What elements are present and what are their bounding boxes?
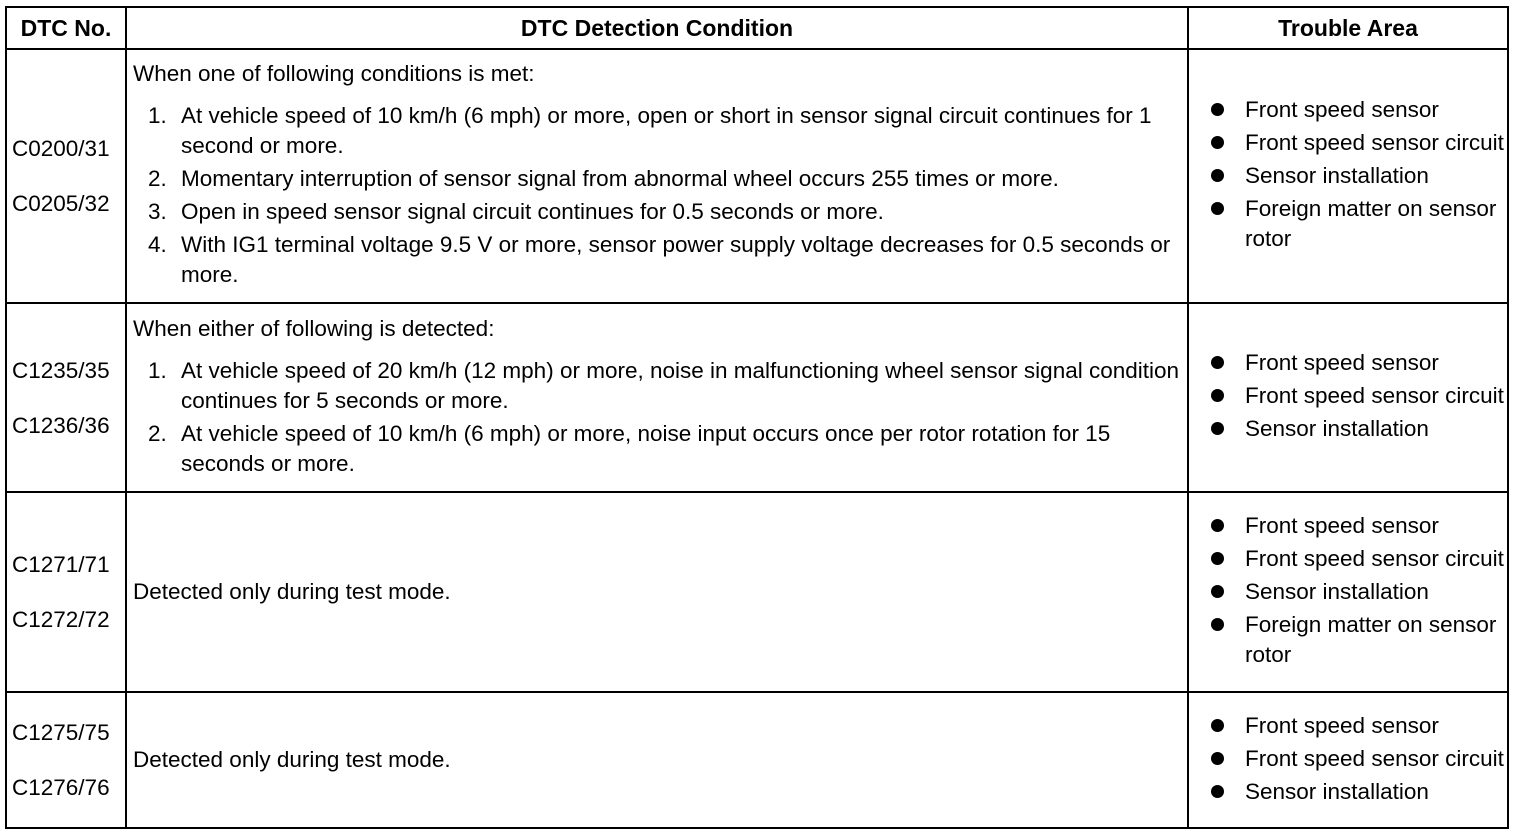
header-detection-condition: DTC Detection Condition — [126, 7, 1188, 49]
condition-intro: Detected only during test mode. — [133, 579, 451, 604]
bullet-icon — [1211, 585, 1224, 598]
trouble-area-list — [1211, 511, 1507, 670]
dtc-code: C0205/32 — [12, 191, 110, 216]
condition-number: 1. — [148, 103, 167, 128]
trouble-area-item — [1211, 777, 1507, 807]
trouble-area-text: Front speed sensor circuit — [1245, 383, 1504, 408]
trouble-area-item — [1211, 161, 1507, 191]
trouble-area-item — [1211, 711, 1507, 741]
trouble-area-cell — [1188, 49, 1508, 303]
trouble-area-text: Sensor installation — [1245, 163, 1429, 188]
dtc-code-cell — [6, 492, 126, 692]
condition-cell — [126, 49, 1188, 303]
dtc-code: C1236/36 — [12, 412, 110, 438]
dtc-code: C1276/76 — [12, 775, 110, 800]
header-trouble-area: Trouble Area — [1188, 7, 1508, 49]
trouble-area-text: Front speed sensor circuit — [1245, 546, 1504, 571]
condition-text: At vehicle speed of 10 km/h (6 mph) or more, noise input occurs once per rotor rotation for 15 seconds or more. — [181, 420, 1111, 476]
dtc-code: C1271/71 — [12, 552, 110, 577]
trouble-area-text: Sensor installation — [1245, 778, 1429, 804]
condition-item — [133, 164, 1181, 194]
bullet-icon — [1211, 519, 1224, 532]
condition-list — [133, 356, 1181, 479]
header-dtc-no: DTC No. — [6, 7, 126, 49]
table-row — [6, 692, 1508, 828]
bullet-icon — [1211, 136, 1224, 149]
bullet-icon — [1211, 356, 1224, 369]
dtc-code-cell — [6, 49, 126, 303]
condition-text: Open in speed sensor signal circuit continues for 0.5 seconds or more. — [181, 199, 884, 224]
trouble-area-item — [1211, 194, 1507, 254]
condition-number: 2. — [148, 166, 167, 191]
trouble-area-item — [1211, 381, 1507, 411]
condition-cell — [126, 492, 1188, 692]
bullet-icon — [1211, 552, 1224, 565]
trouble-area-item — [1211, 511, 1507, 541]
bullet-icon — [1211, 169, 1224, 182]
trouble-area-text: Front speed sensor — [1245, 97, 1439, 122]
condition-text: At vehicle speed of 20 km/h (12 mph) or more, noise in malfunctioning wheel sensor signal condition continues for 5 seconds or more. — [181, 357, 1180, 413]
trouble-area-item — [1211, 128, 1507, 158]
trouble-area-item — [1211, 414, 1507, 444]
condition-cell — [126, 692, 1188, 828]
condition-item — [133, 101, 1181, 161]
dtc-code-cell — [6, 692, 126, 828]
condition-text: At vehicle speed of 10 km/h (6 mph) or more, open or short in sensor signal circuit continues for 1 second or more. — [181, 103, 1152, 158]
bullet-icon — [1211, 422, 1224, 435]
condition-list — [133, 101, 1181, 290]
dtc-code: C1272/72 — [12, 607, 110, 632]
trouble-area-text: Sensor installation — [1245, 416, 1429, 441]
trouble-area-item — [1211, 95, 1507, 125]
bullet-icon — [1211, 618, 1224, 631]
trouble-area-text: Foreign matter on sensor rotor — [1245, 612, 1497, 667]
table-row — [6, 492, 1508, 692]
trouble-area-list — [1211, 711, 1507, 807]
trouble-area-cell — [1188, 692, 1508, 828]
condition-text: With IG1 terminal voltage 9.5 V or more, sensor power supply voltage decreases for 0.5 seconds or more. — [181, 232, 1171, 287]
dtc-code: C0200/31 — [12, 136, 110, 161]
trouble-area-text: Sensor installation — [1245, 579, 1429, 604]
condition-item — [133, 197, 1181, 227]
condition-item — [133, 356, 1181, 416]
trouble-area-text: Front speed sensor — [1245, 712, 1439, 738]
trouble-area-list — [1211, 348, 1507, 444]
dtc-code: C1235/35 — [12, 357, 110, 383]
trouble-area-text: Foreign matter on sensor rotor — [1245, 196, 1497, 251]
trouble-area-text: Front speed sensor circuit — [1245, 130, 1504, 155]
bullet-icon — [1211, 752, 1224, 765]
bullet-icon — [1211, 719, 1224, 732]
bullet-icon — [1211, 202, 1224, 215]
condition-number: 4. — [148, 232, 167, 257]
table-row — [6, 303, 1508, 492]
trouble-area-text: Front speed sensor — [1245, 350, 1439, 375]
dtc-code: C1275/75 — [12, 720, 110, 745]
condition-number: 3. — [148, 199, 167, 224]
trouble-area-item — [1211, 544, 1507, 574]
trouble-area-item — [1211, 610, 1507, 670]
condition-text: Momentary interruption of sensor signal from abnormal wheel occurs 255 times or more. — [181, 166, 1059, 191]
trouble-area-cell — [1188, 303, 1508, 492]
trouble-area-cell — [1188, 492, 1508, 692]
trouble-area-item — [1211, 577, 1507, 607]
condition-number: 1. — [148, 357, 167, 383]
condition-intro: When one of following conditions is met: — [133, 61, 535, 86]
table-row — [6, 49, 1508, 303]
condition-item — [133, 419, 1181, 479]
dtc-code-cell — [6, 303, 126, 492]
condition-number: 2. — [148, 420, 167, 446]
trouble-area-list — [1211, 95, 1507, 254]
header-row — [6, 7, 1508, 49]
condition-item — [133, 230, 1181, 290]
condition-intro: When either of following is detected: — [133, 315, 495, 341]
trouble-area-item — [1211, 744, 1507, 774]
trouble-area-text: Front speed sensor circuit — [1245, 745, 1504, 771]
condition-intro: Detected only during test mode. — [133, 747, 451, 772]
trouble-area-text: Front speed sensor — [1245, 513, 1439, 538]
trouble-area-item — [1211, 348, 1507, 378]
bullet-icon — [1211, 103, 1224, 116]
dtc-table — [5, 6, 1509, 829]
bullet-icon — [1211, 389, 1224, 402]
bullet-icon — [1211, 785, 1224, 798]
condition-cell — [126, 303, 1188, 492]
